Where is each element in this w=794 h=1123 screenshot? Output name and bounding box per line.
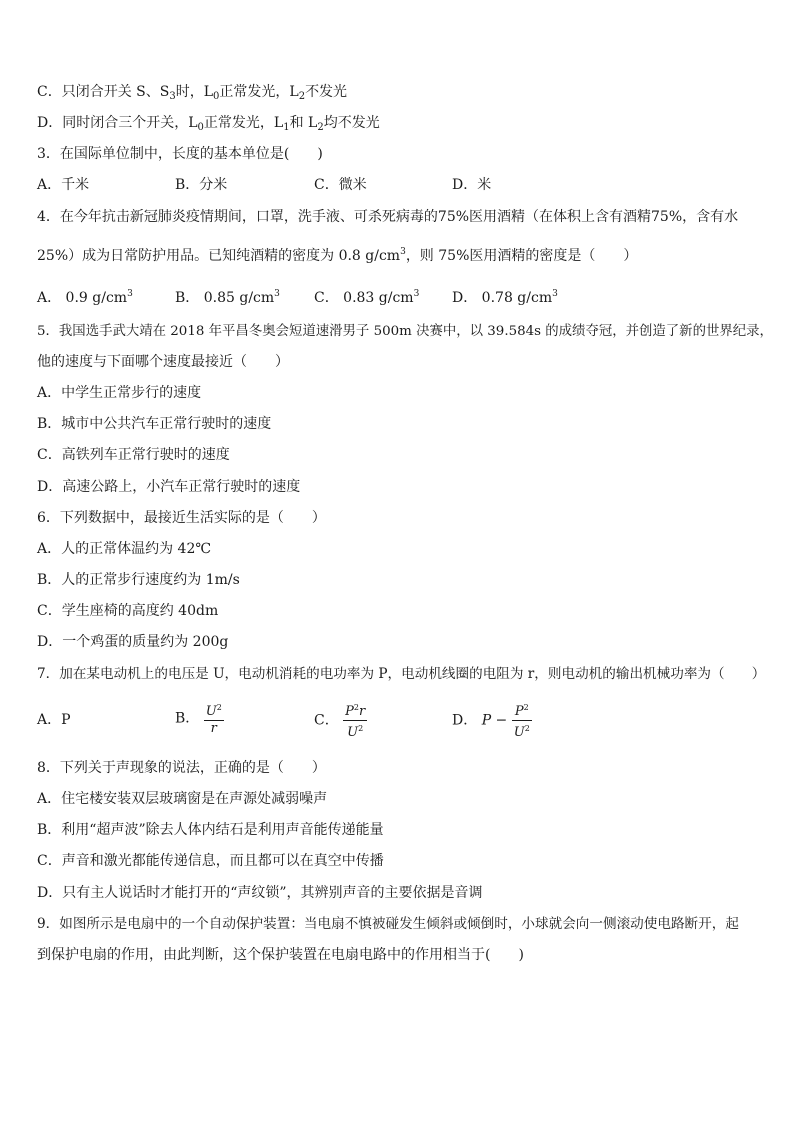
q8-option-b: B．利用“超声波”除去人体内结石是利用声音能传递能量 [37, 822, 384, 838]
q7-option-d: D． P − $\frac{P^2}{U^2}$ [452, 700, 532, 741]
q4-stem-line2: 25%）成为日常防护用品。已知纯酒精的密度为 0.8 $g/cm^3$，则 75%医用酒精的密度是（ ） [37, 247, 638, 264]
q4-stem-line1: 4．在今年抗击新冠肺炎疫情期间，口罩，洗手液、可杀死病毒的75%医用酒精（在体积上含有酒精75%，含有水 [37, 209, 739, 225]
q5-option-c: C．高铁列车正常行驶时的速度 [37, 447, 230, 463]
q7-option-c-fraction: $\frac{P^2r}{U^2}$ [343, 700, 367, 741]
q5-option-b: B．城市中公共汽车正常行驶时的速度 [37, 416, 272, 432]
q6-option-a: A．人的正常体温约为 42℃ [37, 541, 212, 557]
q3-option-c: C．微米 [314, 177, 367, 193]
q3-option-b: B．分米 [175, 177, 228, 193]
q2-option-c: C．只闭合开关 S、$S_3$时，$L_0$正常发光，$L_2$不发光 [37, 84, 348, 102]
q3-option-a: A．千米 [37, 177, 90, 193]
q6-option-d: D．一个鸡蛋的质量约为 200g [37, 634, 229, 650]
q2-option-d: D．同时闭合三个开关，$L_0$正常发光，$L_1$和 $L_2$均不发光 [37, 115, 380, 133]
q4-option-c: C． 0.83 $g/cm^3$ [314, 289, 420, 306]
q8-option-a: A．住宅楼安装双层玻璃窗是在声源处减弱噪声 [37, 791, 328, 807]
q3-option-d: D．米 [452, 177, 492, 193]
q5-option-a: A．中学生正常步行的速度 [37, 385, 202, 401]
q9-stem-line1: 9．如图所示是电扇中的一个自动保护装置：当电扇不慎被碰发生倾斜或倾倒时，小球就会向一侧滚动使电路断开，起 [37, 916, 739, 932]
q7-option-a: A．P [37, 712, 71, 728]
q4-option-a: A． 0.9 $g/cm^3$ [37, 289, 133, 306]
q7-option-b: B． $\frac{U^2}{r}$ [175, 700, 224, 737]
q3-stem: 3．在国际单位制中，长度的基本单位是( ) [37, 146, 323, 162]
q6-option-b: B．人的正常步行速度约为 1m/s [37, 572, 240, 588]
q8-stem: 8．下列关于声现象的说法，正确的是（ ） [37, 760, 326, 776]
q9-stem-line2: 到保护电扇的作用，由此判断，这个保护装置在电扇电路中的作用相当于( ) [37, 947, 524, 963]
q7-option-c: C． $\frac{P^2r}{U^2}$ [314, 700, 367, 741]
q4-option-d: D． 0.78 $g/cm^3$ [452, 289, 558, 306]
q6-option-c: C．学生座椅的高度约 40dm [37, 603, 219, 619]
q5-stem-line1: 5．我国选手武大靖在 2018 年平昌冬奥会短道速滑男子 500m 决赛中，以 39.584s 的成绩夺冠，并创造了新的世界纪录， [37, 324, 773, 339]
q7-option-b-fraction: $\frac{U^2}{r}$ [204, 700, 224, 737]
q8-option-c: C．声音和激光都能传递信息，而且都可以在真空中传播 [37, 853, 384, 869]
q6-stem: 6．下列数据中，最接近生活实际的是（ ） [37, 510, 326, 526]
q5-option-d: D．高速公路上，小汽车正常行驶时的速度 [37, 479, 301, 495]
q7-stem: 7．加在某电动机上的电压是 U，电动机消耗的电功率为 P，电动机线圈的电阻为 r，则电动机的输出机械功率为（ ） [37, 666, 766, 682]
q4-option-b: B． 0.85 $g/cm^3$ [175, 289, 280, 306]
q8-option-d: D．只有主人说话时才能打开的“声纹锁”，其辨别声音的主要依据是音调 [37, 885, 483, 901]
q7-option-d-fraction: $\frac{P^2}{U^2}$ [512, 700, 532, 741]
q5-stem-line2: 他的速度与下面哪个速度最接近（ ） [37, 354, 289, 370]
